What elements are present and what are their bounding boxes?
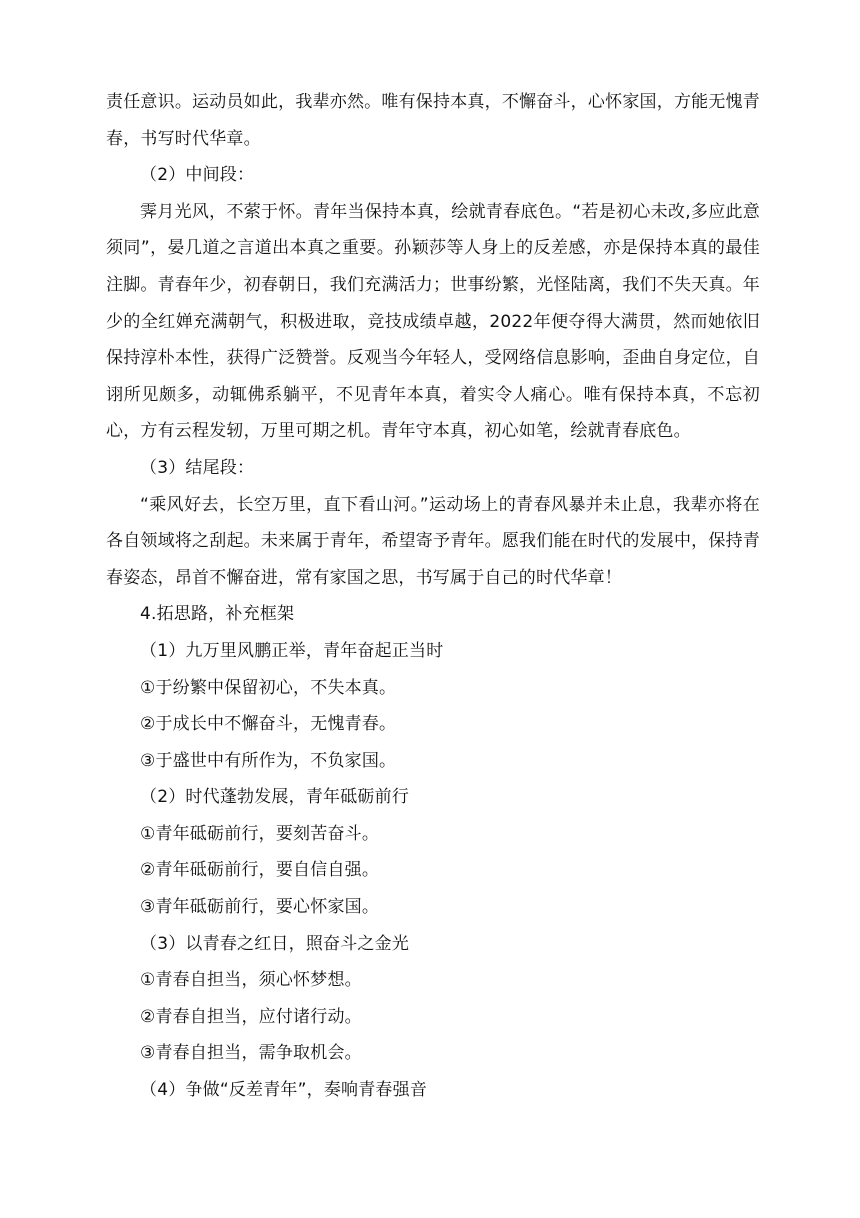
heading-expand-framework: 4.拓思路，补充框架: [140, 604, 295, 625]
framework-1-title: （1）九万里风鹏正举，青年奋起正当时: [140, 640, 444, 661]
framework-1-item-3: ③于盛世中有所作为，不负家国。: [140, 750, 397, 771]
framework-2-item-3: ③青年砥砺前行，要心怀家国。: [140, 897, 380, 918]
framework-2-item-1: ①青年砥砺前行，要刻苦奋斗。: [140, 823, 380, 844]
framework-3-title: （3）以青春之红日，照奋斗之金光: [140, 933, 410, 954]
framework-3-item-2: ②青春自担当，应付诸行动。: [140, 1006, 362, 1027]
heading-middle-section: （2）中间段：: [140, 165, 255, 186]
document-body: [106, 84, 760, 1109]
heading-ending-section: （3）结尾段：: [140, 457, 255, 478]
framework-2-title: （2）时代蓬勃发展，青年砥砺前行: [140, 787, 410, 808]
framework-1-item-2: ②于成长中不懈奋斗，无愧青春。: [140, 714, 397, 735]
framework-2-item-2: ②青年砥砺前行，要自信自强。: [140, 860, 380, 881]
framework-3-item-1: ①青春自担当，须心怀梦想。: [140, 970, 362, 991]
framework-3-item-3: ③青春自担当，需争取机会。: [140, 1043, 362, 1064]
framework-4-title: （4）争做“反差青年”，奏响青春强音: [140, 1080, 428, 1101]
framework-1-item-1: ①于纷繁中保留初心，不失本真。: [140, 677, 397, 698]
paragraph-ending-section: “乘风好去，长空万里，直下看山河。”运动场上的青春风暴并未止息，我辈亦将在各自领域将之刮起。未来属于青年，希望寄予青年。愿我们能在时代的发展中，保持青春姿态，昂首不懈奋进，常有家国之思，书写属于自己的时代华章！: [106, 494, 760, 588]
paragraph-middle-section: 霁月光风，不萦于怀。青年当保持本真，绘就青春底色。“若是初心未改,多应此意须同”，晏几道之言道出本真之重要。孙颖莎等人身上的反差感，亦是保持本真的最佳注脚。青春年少，初春朝日，我们充满活力；世事纷繁，光怪陆离，我们不失天真。年少的全红婵充满朝气，积极进取，竞技成绩卓越，2022年便夺得大满贯，然而她依旧保持淳朴本性，获得广泛赞誉。反观当今年轻人，受网络信息影响，歪曲自身定位，自诩所见颇多，动辄佛系躺平，不见青年本真，着实令人痛心。唯有保持本真，不忘初心，方有云程发轫，万里可期之机。青年守本真，初心如笔，绘就青春底色。: [106, 201, 760, 442]
paragraph-intro-ending: 责任意识。运动员如此，我辈亦然。唯有保持本真，不懈奋斗，心怀家国，方能无愧青春，书写时代华章。: [106, 92, 760, 149]
